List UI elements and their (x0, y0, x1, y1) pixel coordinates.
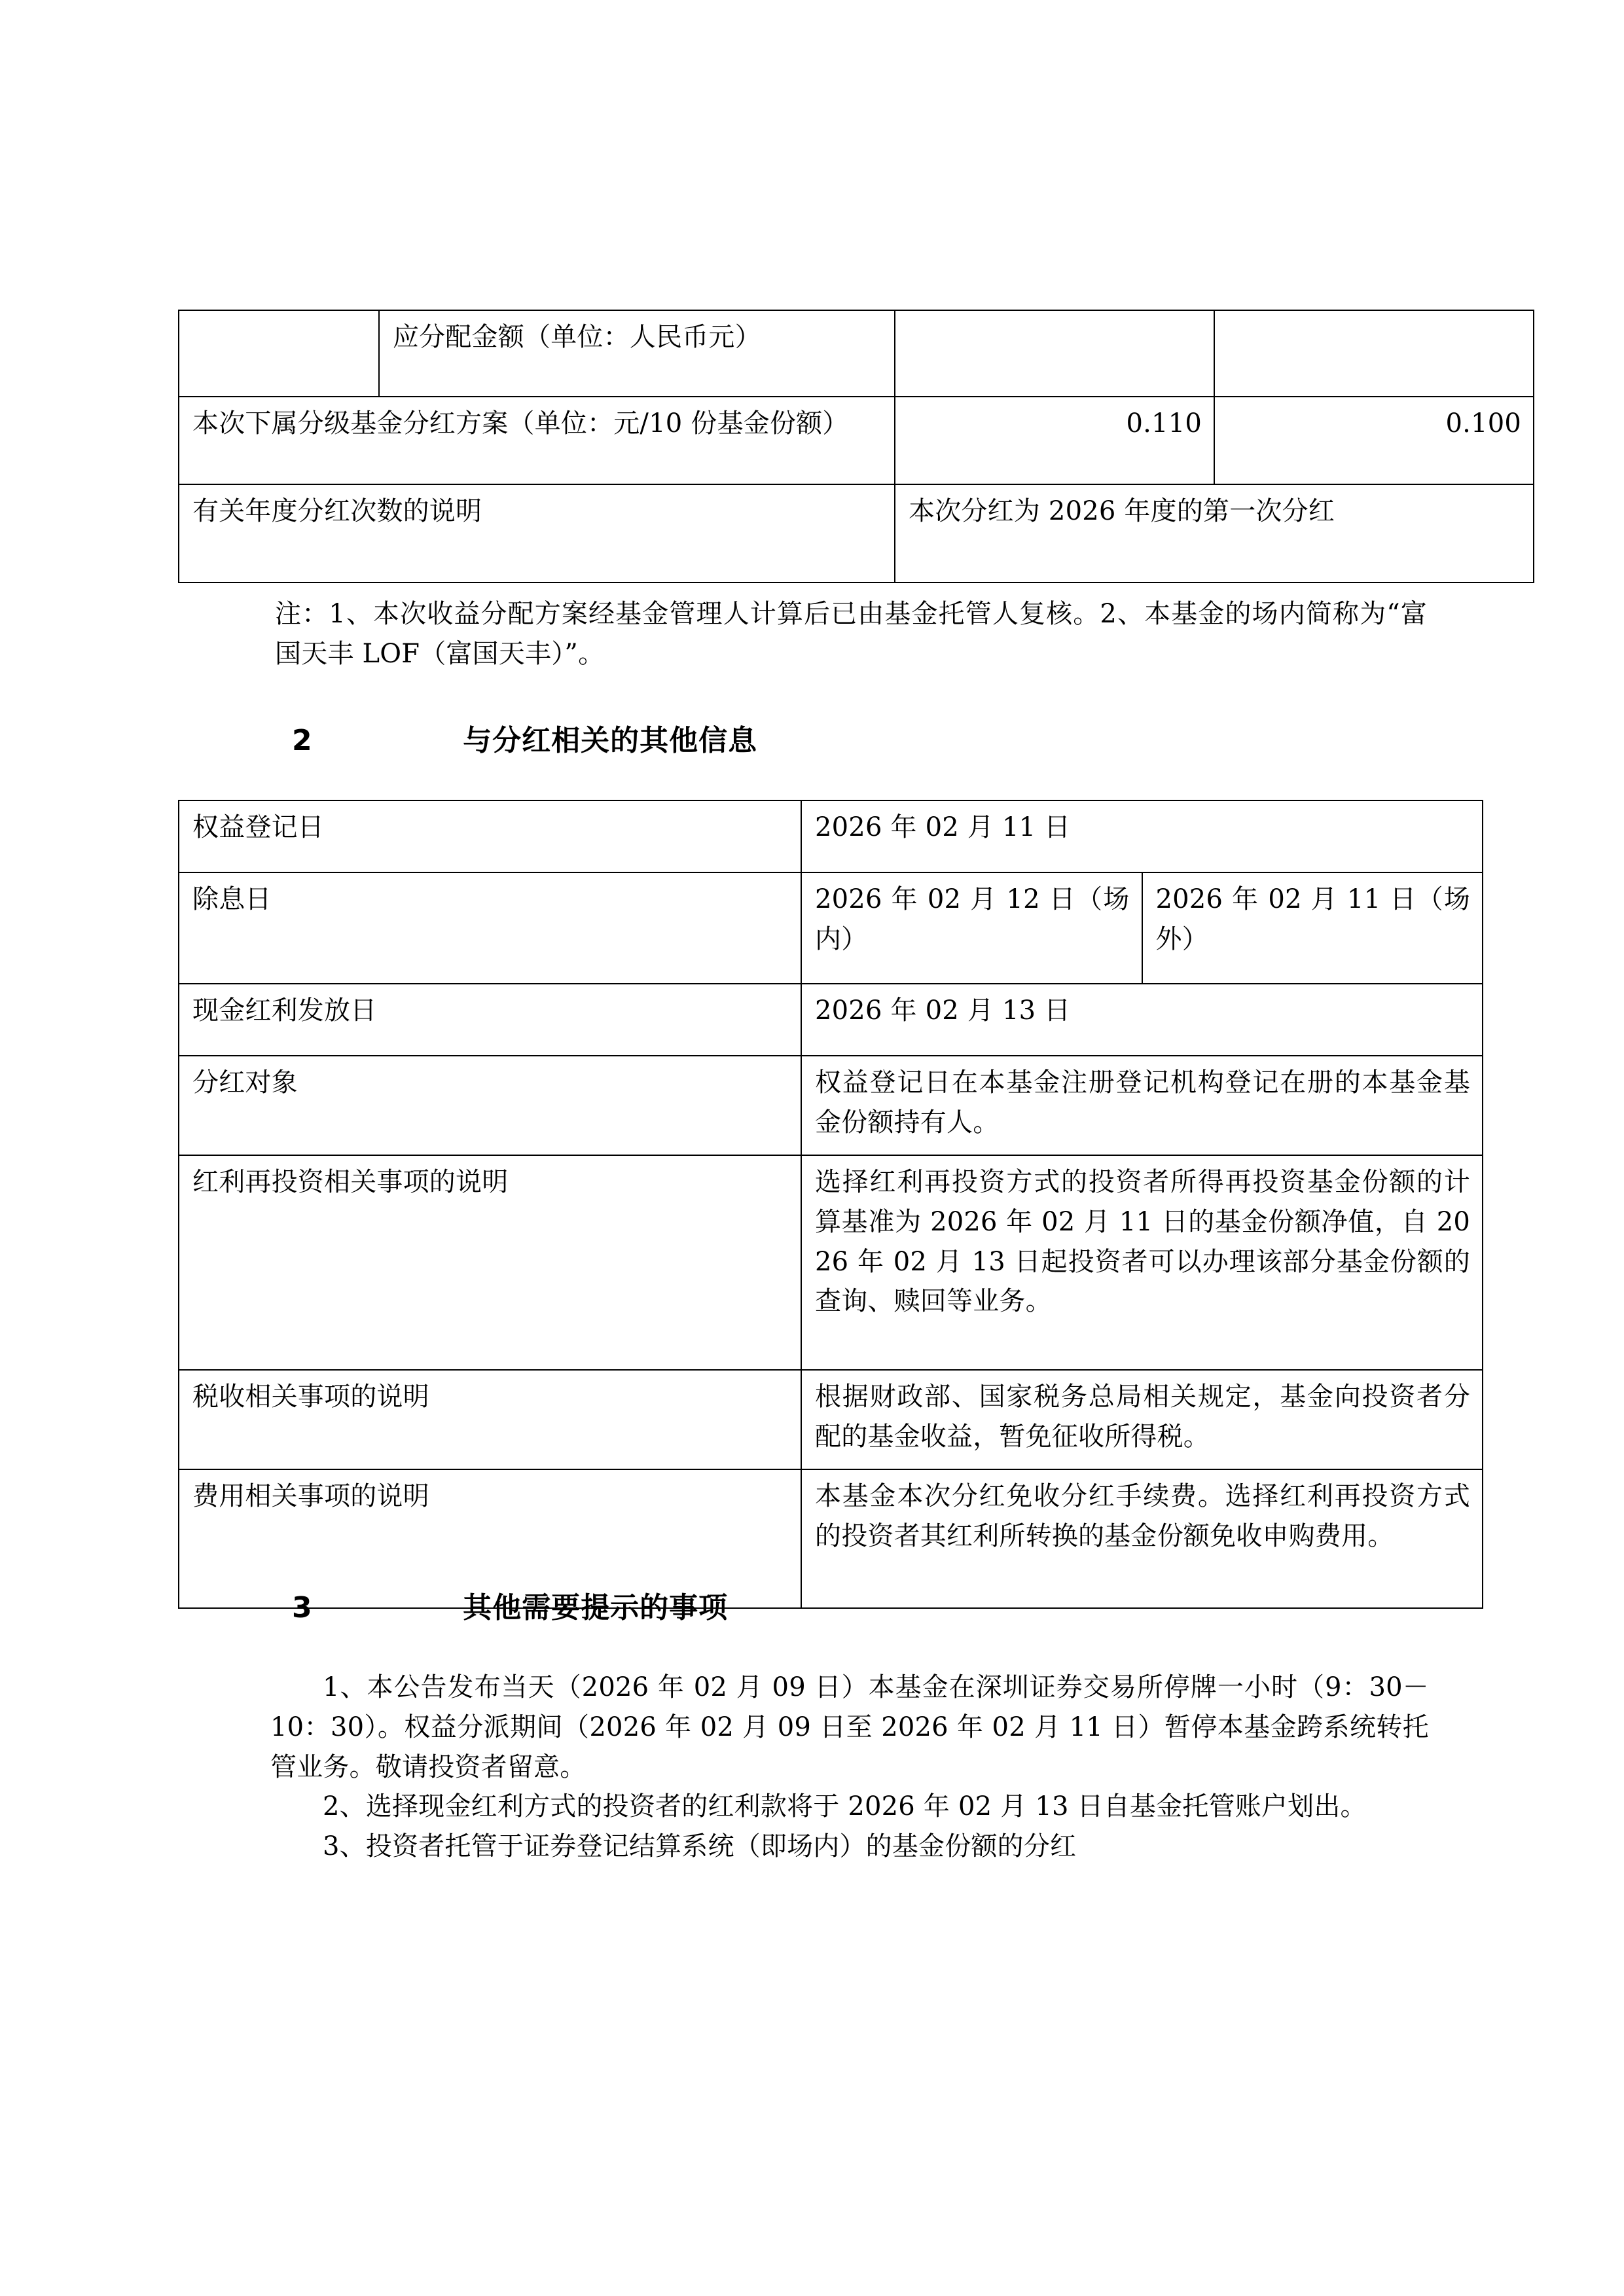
section-2-title: 与分红相关的其他信息 (463, 724, 758, 757)
cell-cash-payment-date-value: 2026 年 02 月 13 日 (801, 984, 1483, 1056)
table-row (179, 1370, 1483, 1469)
section-2-heading (292, 717, 757, 759)
section-3-title: 其他需要提示的事项 (463, 1591, 729, 1624)
cell-subfund-plan-value-a: 0.110 (895, 397, 1214, 484)
cell-distributable-amount-a (895, 310, 1214, 397)
table-row (179, 1155, 1483, 1370)
section-2-number: 2 (292, 724, 313, 757)
table-row (179, 397, 1534, 484)
cell-annual-count-value: 本次分红为 2026 年度的第一次分红 (895, 484, 1534, 583)
cell-reinvestment-value: 选择红利再投资方式的投资者所得再投资基金份额的计算基准为 2026 年 02 月 11 日的基金份额净值，自 2026 年 02 月 13 日起投资者可以办理该部分基金份额的查询、赎回等业务。 (801, 1155, 1483, 1370)
cell-fee-label: 费用相关事项的说明 (179, 1469, 801, 1608)
cell-record-date-value: 2026 年 02 月 11 日 (801, 800, 1483, 872)
dividend-info-table (178, 800, 1483, 1609)
cell-cash-payment-date-label: 现金红利发放日 (179, 984, 801, 1056)
cell-fee-value: 本基金本次分红免收分红手续费。选择红利再投资方式的投资者其红利所转换的基金份额免收申购费用。 (801, 1469, 1483, 1608)
cell-ex-dividend-date-label: 除息日 (179, 872, 801, 984)
cell-subfund-plan-value-b: 0.100 (1214, 397, 1534, 484)
note-under-dividend-plan-table: 注：1、本次收益分配方案经基金管理人计算后已由基金托管人复核。2、本基金的场内简称为“富国天丰 LOF（富国天丰）”。 (275, 599, 1427, 669)
other-note-item: 3、投资者托管于证券登记结算系统（即场内）的基金份额的分红 (323, 1831, 1077, 1862)
table-row (179, 484, 1534, 583)
cell-subfund-plan-label: 本次下属分级基金分红方案（单位：元/10 份基金份额） (179, 397, 895, 484)
cell-annual-count-label: 有关年度分红次数的说明 (179, 484, 895, 583)
cell-record-date-label: 权益登记日 (179, 800, 801, 872)
section-3-heading (292, 1584, 728, 1626)
other-notes-list (270, 1668, 1429, 1867)
other-note-item: 1、本公告发布当天（2026 年 02 月 09 日）本基金在深圳证券交易所停牌一小时（9：30－10：30）。权益分派期间（2026 年 02 月 09 日至 2026 年 02 月 11 日）暂停本基金跨系统转托管业务。敬请投资者留意。 (270, 1672, 1429, 1782)
table-row (179, 984, 1483, 1056)
other-note-item: 2、选择现金红利方式的投资者的红利款将于 2026 年 02 月 13 日自基金托管账户划出。 (323, 1791, 1367, 1822)
cell-distributable-amount-b (1214, 310, 1534, 397)
cell-tax-label: 税收相关事项的说明 (179, 1370, 801, 1469)
cell-distributable-amount-label: 应分配金额（单位：人民币元） (379, 310, 895, 397)
dividend-plan-table (178, 310, 1534, 583)
cell-dividend-recipients-label: 分红对象 (179, 1056, 801, 1155)
section-3-number: 3 (292, 1591, 313, 1624)
cell-empty-continuation (179, 310, 379, 397)
cell-reinvestment-label: 红利再投资相关事项的说明 (179, 1155, 801, 1370)
cell-ex-dividend-date-offexchange: 2026 年 02 月 11 日（场外） (1142, 872, 1483, 984)
table-row (179, 310, 1534, 397)
table-row (179, 1056, 1483, 1155)
table-row (179, 800, 1483, 872)
cell-dividend-recipients-value: 权益登记日在本基金注册登记机构登记在册的本基金基金份额持有人。 (801, 1056, 1483, 1155)
cell-ex-dividend-date-onexchange: 2026 年 02 月 12 日（场内） (801, 872, 1142, 984)
table-row (179, 872, 1483, 984)
cell-tax-value: 根据财政部、国家税务总局相关规定，基金向投资者分配的基金收益，暂免征收所得税。 (801, 1370, 1483, 1469)
